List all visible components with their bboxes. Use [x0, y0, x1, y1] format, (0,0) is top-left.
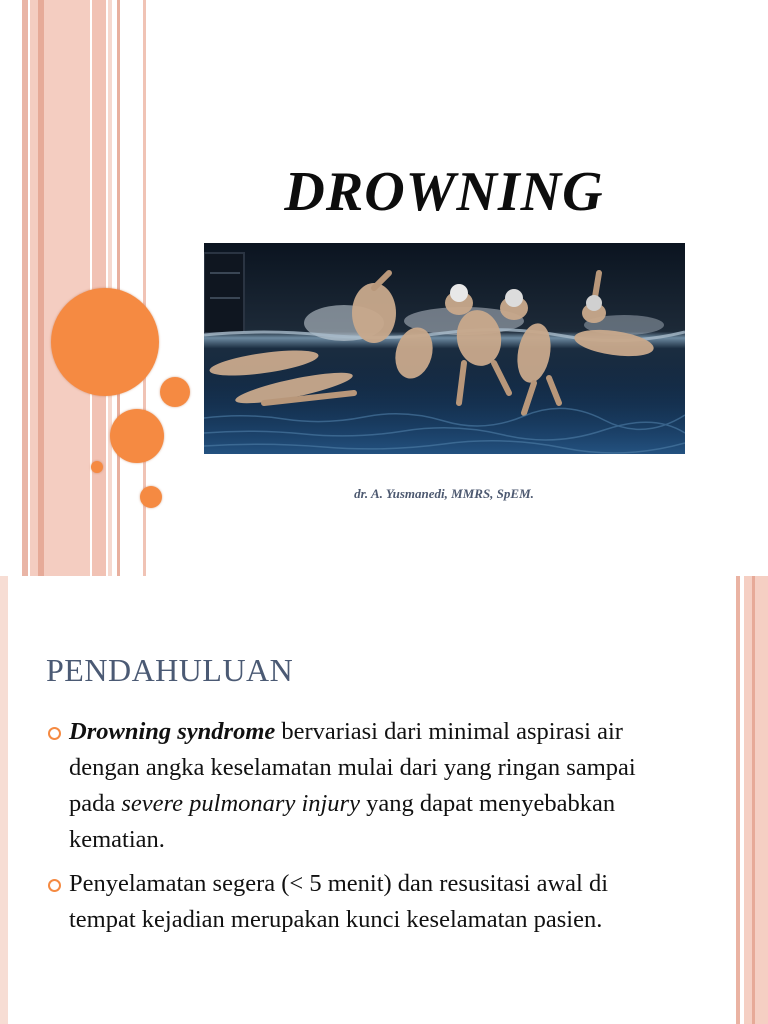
list-item	[46, 714, 666, 858]
decorative-stripe	[22, 0, 28, 576]
decorative-stripe	[736, 576, 740, 1024]
underwater-swimmers-photo	[204, 243, 685, 454]
decorative-stripe	[38, 0, 44, 576]
slide-title: DROWNING	[284, 161, 604, 223]
circle-bullet-icon	[48, 727, 61, 740]
term-drowning-syndrome: Drowning syndrome	[69, 718, 276, 745]
decorative-circle	[91, 461, 103, 473]
decorative-circle	[51, 288, 159, 396]
term-severe-pulmonary-injury: severe pulmonary injury	[121, 790, 360, 817]
decorative-stripe	[0, 576, 8, 1024]
decorative-circle	[140, 486, 162, 508]
author-name: dr. A. Yusmanedi, MMRS, SpEM.	[354, 486, 534, 501]
slide-heading: PENDAHULUAN	[46, 652, 294, 688]
bullet-text: Penyelamatan segera (< 5 menit) dan resusitasi awal di tempat kejadian merupakan kunci keselamatan pasien.	[69, 870, 609, 933]
bullet-text: bervariasi dari minimal aspirasi air dengan angka keselamatan mulai dari yang ringan sampai pada	[69, 718, 636, 817]
list-item	[46, 866, 666, 938]
decorative-circle	[110, 409, 164, 463]
decorative-stripe	[752, 576, 755, 1024]
circle-bullet-icon	[48, 879, 61, 892]
content-slide	[0, 576, 768, 1024]
bullet-text: yang dapat menyebabkan kematian.	[69, 790, 616, 853]
decorative-stripe	[744, 576, 768, 1024]
decorative-circle	[160, 377, 190, 407]
bullet-list	[46, 714, 666, 946]
decorative-stripe	[117, 0, 120, 576]
